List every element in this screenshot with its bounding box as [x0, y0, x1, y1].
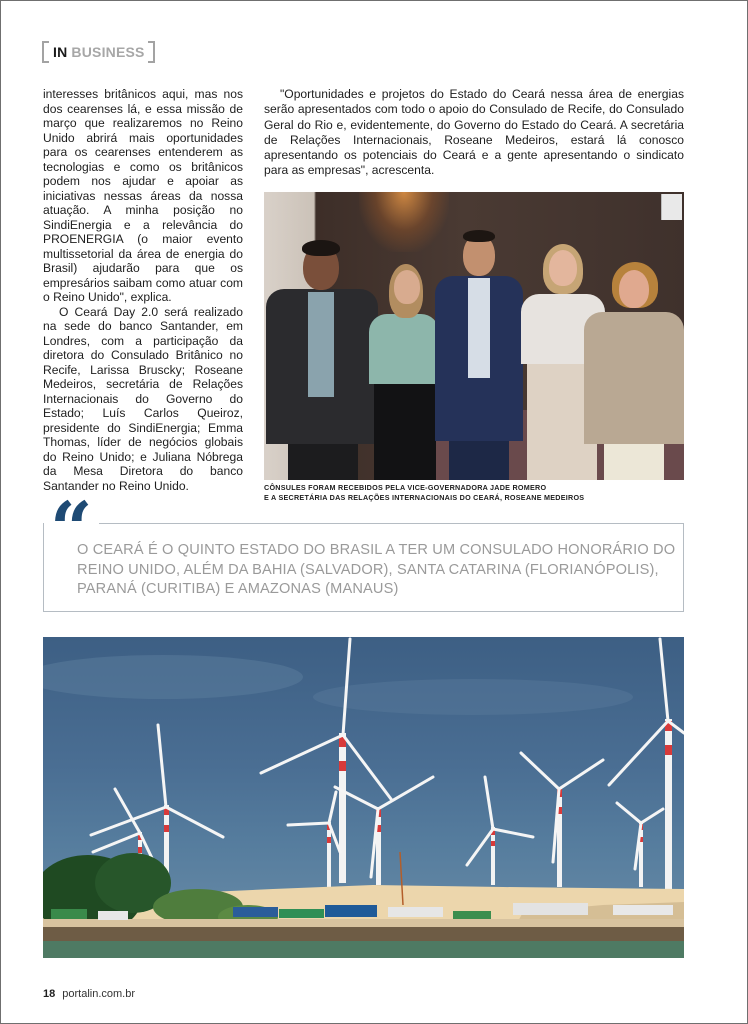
page-number: 18 [43, 988, 56, 1000]
quote-mark-icon: “ [50, 487, 87, 573]
windfarm-photo [43, 637, 684, 958]
bracket-left [42, 41, 49, 63]
pull-quote-text: O CEARÁ É O QUINTO ESTADO DO BRASIL A TER UM CONSULADO HONORÁRIO DO REINO UNIDO, ALÉM DA BAHIA (SALVADOR), SANTA CATARINA (FLORIANÓPOLIS), PARANÁ (CURITIBA) E AMAZONAS (MANAUS) [77, 542, 676, 597]
paragraph: O Ceará Day 2.0 será realizado na sede do banco Santander, em Londres, com a participação da diretora do Consulado Britânico no Recife, Larissa Bruscky; Roseane Medeiros, secretária de Relações Internacionais do Governo do Estado; Luís Carlos Queiroz, presidente do SindiEnergia; Emma Thomas, líder de negócios globais do Reino Unido; e Juliana Nóbrega da Mesa Diretora do banco Santander no Reino Unido. [43, 304, 243, 493]
air-conditioner [661, 194, 682, 220]
page-footer [43, 988, 135, 1000]
section-tag-bold: IN [53, 44, 68, 60]
person-2 [367, 262, 441, 480]
person-5 [584, 262, 684, 480]
section-tag [42, 42, 155, 62]
person-3 [435, 228, 523, 480]
article-right-column [264, 87, 684, 179]
pull-quote-top-rule [99, 523, 683, 524]
group-photo [264, 192, 684, 480]
photo-caption [264, 483, 684, 502]
paragraph: "Oportunidades e projetos do Estado do Ceará nessa área de energias serão apresentados com todo o apoio do Consulado de Recife, do Consulado Geral do Rio e, evidentemente, do Governo do Estado do Ceará. A secretária de Relações Internacionais, Roseane Medeiros, estará lá conosco apresentando os potenciais do Ceará e a gente apresentando o sindicato para as empresas", acrescenta. [264, 87, 684, 178]
caption-line: CÔNSULES FORAM RECEBIDOS PELA VICE-GOVERNADORA JADE ROMERO [264, 483, 547, 492]
person-1 [266, 234, 378, 480]
site-url: portalin.com.br [62, 988, 136, 1000]
bracket-right [148, 41, 155, 63]
paragraph: interesses britânicos aqui, mas nos dos cearenses lá, e essa missão de março que realizaremos no Reino Unido abrirá mais oportunidades para os cearenses entenderem as tecnologias e como os britânicos podem nos ajudar e apoiar as iniciativas nessas áreas da nossa atuação. A minha posição no SindiEnergia e a relevância do PROENERGIA (o maior evento multissetorial da área de energia do Brasil) ajudarão para que os empresários saibam como atuar com o Reino Unido", explica. [43, 87, 243, 304]
section-tag-light: BUSINESS [71, 44, 145, 60]
caption-line: E A SECRETÁRIA DAS RELAÇÕES INTERNACIONAIS DO CEARÁ, ROSEANE MEDEIROS [264, 492, 585, 502]
windfarm-illustration [43, 637, 684, 958]
article-left-column [43, 87, 243, 493]
